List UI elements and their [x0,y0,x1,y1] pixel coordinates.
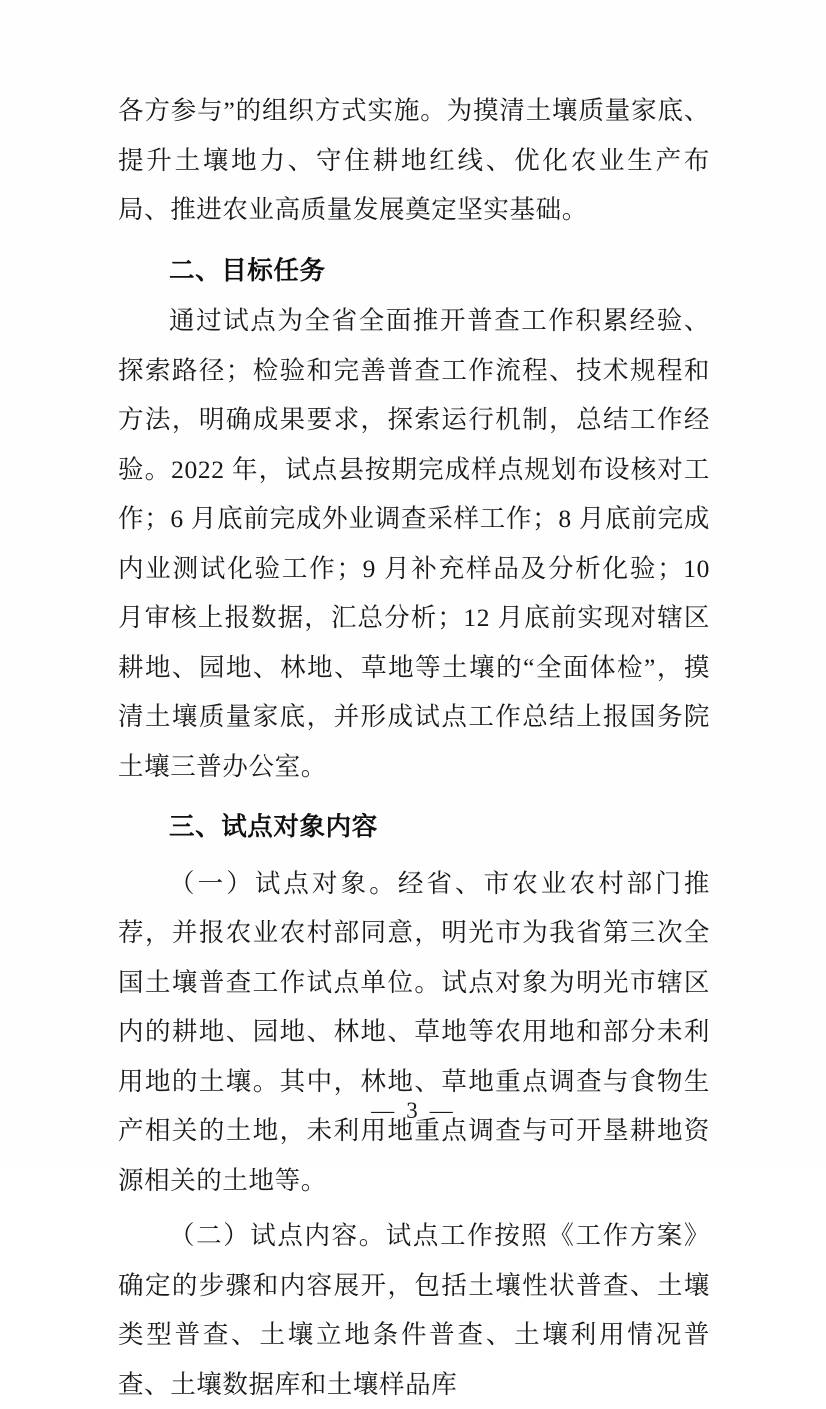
footer-dash-left: — [371,1098,397,1123]
section-heading-goals: 二、目标任务 [169,255,326,286]
footer-dash-right: — [429,1098,455,1123]
page-number: 3 [406,1098,420,1123]
section-heading-pilot-scope: 三、试点对象内容 [169,812,378,842]
page-content [118,86,710,1409]
page-footer [0,1098,826,1124]
paragraph-continued: 各方参与”的组织方式实施。为摸清土壤质量家底、提升土壤地力、守住耕地红线、优化农业生产布局、推进农业高质量发展奠定坚实基础。 [118,96,710,224]
paragraph-pilot-content: （二）试点内容。试点工作按照《工作方案》确定的步骤和内容展开，包括土壤性状普查、土壤类型普查、土壤立地条件普查、土壤利用情况普查、土壤数据库和土壤样品库 [118,1221,710,1399]
paragraph-pilot-object: （一）试点对象。经省、市农业农村部门推荐，并报农业农村部同意，明光市为我省第三次全国土壤普查工作试点单位。试点对象为明光市辖区内的耕地、园地、林地、草地等农用地和部分未利用地的土壤。其中，林地、草地重点调查与食物生产相关的土地，未利用地重点调查与可开垦耕地资源相关的土地等。 [118,868,710,1195]
paragraph-goals: 通过试点为全省全面推开普查工作积累经验、探索路径；检验和完善普查工作流程、技术规程和方法，明确成果要求，探索运行机制，总结工作经验。2022 年，试点县按期完成样点规划布设核对工作；6 月底前完成外业调查采样工作；8 月底前完成内业测试化验工作；9 月补充样品及分析化验；10 月审核上报数据，汇总分析；12 月底前实现对辖区耕地、园地、林地、草地等土壤的“全面体检”，摸清土壤质量家底，并形成试点工作总结上报国务院土壤三普办公室。 [118,306,710,781]
